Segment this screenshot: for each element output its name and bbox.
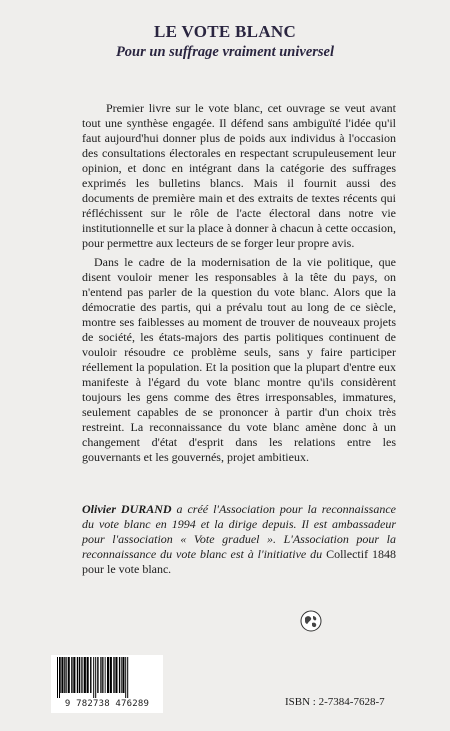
author-bio-end: . bbox=[168, 562, 172, 576]
isbn-number: ISBN : 2-7384-7628-7 bbox=[285, 696, 385, 708]
author-name: Olivier DURAND bbox=[82, 502, 172, 516]
summary-paragraph-2: Dans le cadre de la modernisation de la vie politique, que disent vouloir mener les responsables à la tête du pays, on n'entend pas parler de la question du vote blanc. Alors que la démocratie des partis, qui a prévalu tout au long de ce siècle, montre ses faiblesses au moment de trouver de nouveaux projets de société, les états-majors des partis politiques continuent de vouloir résoudre ce problème seuls, sans y faire participer réellement la population. Et la position que la plupart d'entre eux manifeste à l'égard du vote blanc montre qu'ils considèrent toujours les gens comme des êtres irresponsables, immatures, seulement capables de se prononcer à partir d'un choix très restreint. La reconnaissance du vote blanc amène donc à un changement d'état d'esprit dans les relations entre les gouvernants et les gouvernés, projet ambitieux. bbox=[82, 255, 396, 464]
author-bio-text: a créé l'Association pour la reconnaissance du vote blanc en 1994 et la dirige depuis. Il est ambassadeur pour l'association « Vote graduel ». L'Association pour la reconnaissance du vote blanc est à l'initiative du bbox=[82, 502, 396, 561]
summary-paragraph-1: Premier livre sur le vote blanc, cet ouvrage se veut avant tout une synthèse engagée. Il défend sans ambiguïté l'idée qu'il faut aujourd'hui donner plus de poids aux individus à l'occasion des consultations électorales en respectant scrupuleusement leur opinion, et donc en intégrant dans la catégorie des suffrages exprimés les bulletins blancs. Mais il fournit aussi des documents de première main et des extraits de textes récents qui réfléchissent sur le rôle de l'acte électoral dans notre vie institutionnelle et sur la place à donner à chacun à cette occasion, pour permettre aux lecteurs de se forger leur propre avis. bbox=[82, 101, 396, 250]
publisher-globe-icon bbox=[300, 610, 322, 632]
book-title: LE VOTE BLANC bbox=[153, 22, 297, 41]
collective-name: Collectif 1848 pour le vote blanc bbox=[82, 547, 396, 576]
book-subtitle: Pour un suffrage vraiment universel bbox=[115, 44, 335, 60]
author-bio bbox=[82, 502, 396, 577]
barcode-digits: 9 782738 476289 bbox=[51, 698, 163, 710]
